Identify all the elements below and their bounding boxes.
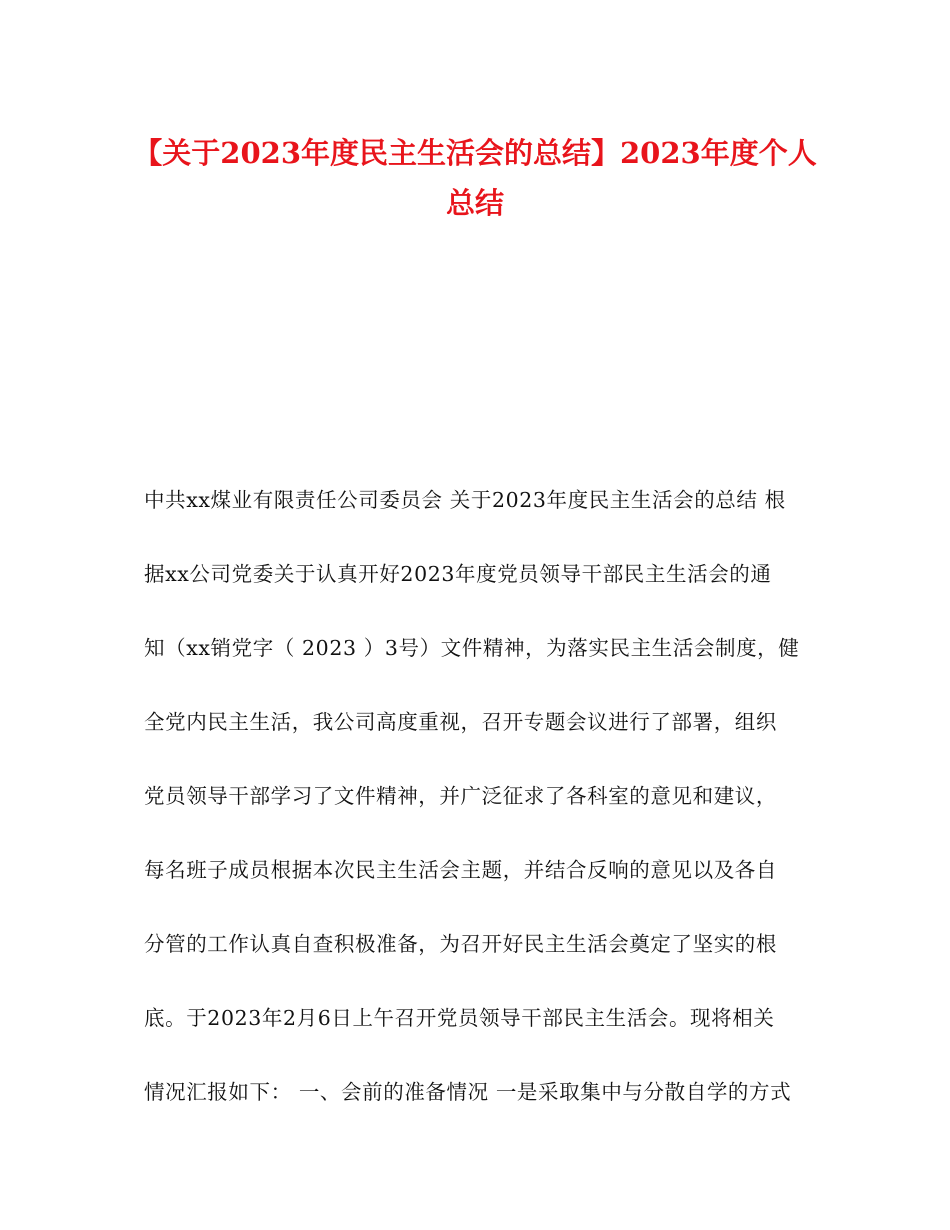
body-line: 情况汇报如下： 一、会前的准备情况 一是采取集中与分散自学的方式 [144, 1080, 792, 1104]
body-line: 全党内民主生活，我公司高度重视，召开专题会议进行了部署，组织 [144, 710, 777, 734]
body-line: 中共xx煤业有限责任公司委员会 关于2023年度民主生活会的总结 根 [144, 488, 786, 512]
body-line: 党员领导干部学习了文件精神，并广泛征求了各科室的意见和建议， [144, 784, 777, 808]
body-line: 底。于2023年2月6日上午召开党员领导干部民主生活会。现将相关 [144, 1006, 775, 1030]
document-body [144, 476, 824, 1142]
title-line: 总结 [445, 186, 504, 220]
document-title [120, 128, 830, 228]
title-line: 【关于2023年度民主生活会的总结】2023年度个人 [133, 136, 817, 170]
body-line: 据xx公司党委关于认真开好2023年度党员领导干部民主生活会的通 [144, 562, 772, 586]
body-line: 知（xx销党字（ 2023 ）3号）文件精神，为落实民主生活会制度，健 [144, 636, 800, 660]
body-line: 每名班子成员根据本次民主生活会主题，并结合反响的意见以及各自 [144, 858, 777, 882]
body-line: 分管的工作认真自查积极准备，为召开好民主生活会奠定了坚实的根 [144, 932, 777, 956]
